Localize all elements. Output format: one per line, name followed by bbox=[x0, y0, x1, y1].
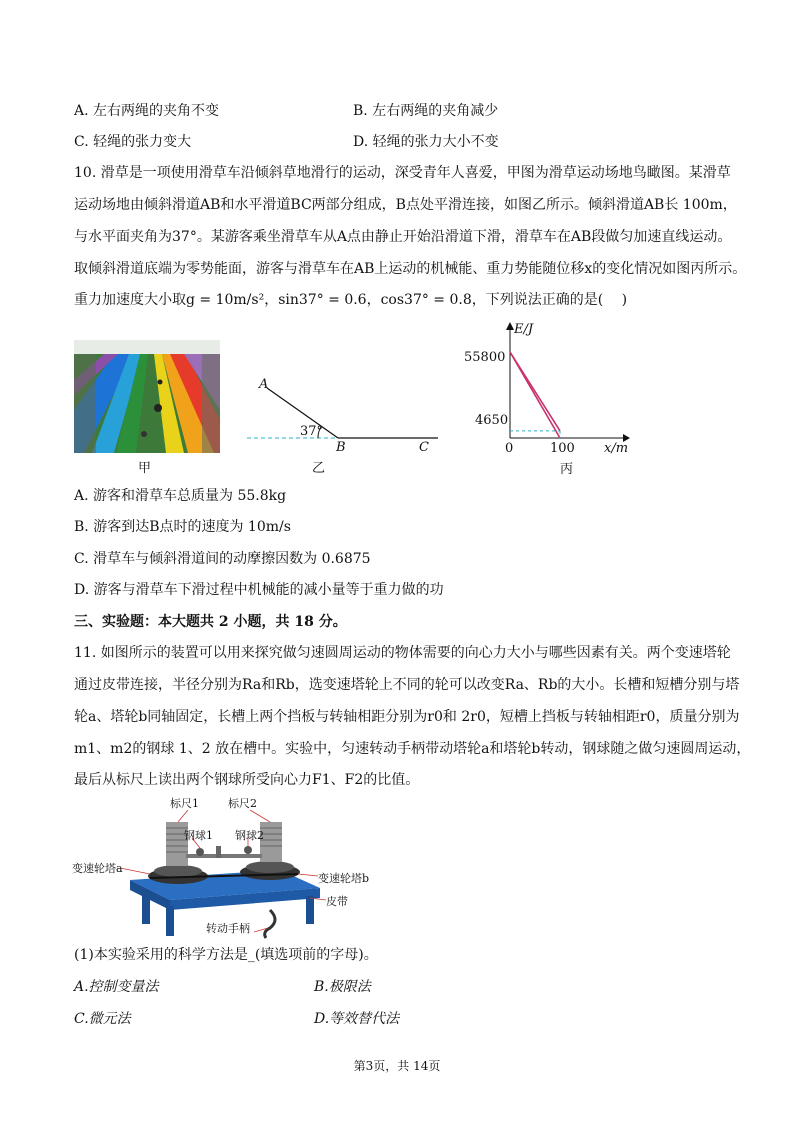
q11-option-b: B.极限法 bbox=[314, 979, 371, 995]
table-leg bbox=[306, 896, 314, 924]
steel-ball-1 bbox=[196, 848, 204, 856]
label-ball-2: 钢球2 bbox=[235, 829, 264, 842]
q9-option-d: D. 轻绳的张力大小不变 bbox=[353, 134, 499, 150]
label-ruler-2: 标尺2 bbox=[228, 797, 257, 810]
graph-x-tick-100: 100 bbox=[550, 441, 575, 456]
q11-line-3: 轮a、塔轮b同轴固定，长槽上两个挡板与转轴相距分别为r0和 2r0，短槽上挡板与转轴相距r0，质量分别为 bbox=[74, 709, 740, 725]
graph-origin-label: 0 bbox=[505, 441, 514, 456]
q11-option-c: C.微元法 bbox=[74, 1011, 131, 1027]
crank-handle bbox=[265, 910, 275, 938]
q10-option-d: D. 游客与滑草车下滑过程中机械能的减小量等于重力做的功 bbox=[74, 582, 444, 598]
point-b-label: B bbox=[336, 440, 346, 455]
figure-jia-photo bbox=[74, 340, 220, 457]
figure-bing-caption: 丙 bbox=[560, 462, 574, 477]
figure-bing-graph bbox=[460, 320, 630, 480]
q9-option-a: A. 左右两绳的夹角不变 bbox=[74, 103, 220, 119]
series-line-2 bbox=[510, 352, 560, 438]
graph-y-tick-55800: 55800 bbox=[464, 350, 506, 365]
point-c-label: C bbox=[419, 440, 429, 455]
section-3-heading: 三、实验题：本大题共 2 小题，共 18 分。 bbox=[74, 614, 347, 630]
figure-yi-caption: 乙 bbox=[312, 461, 326, 476]
q10-option-a: A. 游客和滑草车总质量为 55.8kg bbox=[74, 488, 287, 504]
table-leg bbox=[166, 906, 174, 936]
q9-option-c: C. 轻绳的张力变大 bbox=[74, 134, 192, 150]
label-wheel-tower-a: 变速轮塔a bbox=[72, 862, 123, 875]
q10-option-c: C. 滑草车与倾斜滑道间的动摩擦因数为 0.6875 bbox=[74, 551, 371, 567]
q10-line-1: 10. 滑草是一项使用滑草车沿倾斜草地滑行的运动，深受青年人喜爱，甲图为滑草运动场地鸟瞰图。某滑草 bbox=[74, 165, 731, 181]
q11-subquestion-1: (1)本实验采用的科学方法是_(填选项前的字母)。 bbox=[74, 947, 378, 963]
y-axis-arrow bbox=[506, 322, 514, 330]
angle-label: 37° bbox=[300, 424, 324, 439]
label-ball-1: 钢球1 bbox=[184, 829, 213, 842]
q11-option-a: A.控制变量法 bbox=[74, 979, 159, 995]
q10-line-5: 重力加速度大小取g = 10m/s²，sin37° = 0.6，cos37° = 0.8，下列说法正确的是( ) bbox=[74, 292, 628, 308]
q10-line-4: 取倾斜滑道底端为零势能面，游客与滑草车在AB上运动的机械能、重力势能随位移x的变化情况如图丙所示。 bbox=[74, 261, 747, 277]
q11-line-1: 11. 如图所示的装置可以用来探究做匀速圆周运动的物体需要的向心力大小与哪些因素有关。两个变速塔轮 bbox=[74, 645, 731, 661]
table-leg bbox=[142, 892, 150, 924]
q10-line-2: 运动场地由倾斜滑道AB和水平滑道BC两部分组成，B点处平滑连接，如图乙所示。倾斜滑道AB长 100m， bbox=[74, 197, 737, 213]
q11-line-2: 通过皮带连接，半径分别为Ra和Rb，选变速塔轮上不同的轮可以改变Ra、Rb的大小。长槽和短槽分别与塔 bbox=[74, 677, 740, 693]
graph-ylabel: E/J bbox=[514, 322, 534, 337]
label-crank-handle: 转动手柄 bbox=[206, 922, 250, 935]
page-footer: 第3页，共 14页 bbox=[353, 1059, 441, 1073]
label-ruler-1: 标尺1 bbox=[170, 797, 199, 810]
label-wheel-tower-b: 变速轮塔b bbox=[318, 872, 370, 885]
graph-xlabel: x/m bbox=[604, 441, 629, 456]
q10-option-b: B. 游客到达B点时的速度为 10m/s bbox=[74, 519, 291, 535]
steel-ball-2 bbox=[244, 846, 252, 854]
figure-jia-caption: 甲 bbox=[138, 461, 152, 476]
q11-line-4: m1、m2的钢球 1、2 放在槽中。实验中，匀速转动手柄带动塔轮a和塔轮b转动，钢球随之做匀速圆周运动， bbox=[74, 741, 751, 757]
q11-line-5: 最后从标尺上读出两个钢球所受向心力F1、F2的比值。 bbox=[74, 772, 420, 788]
point-a-label: A bbox=[259, 377, 269, 392]
q11-option-d: D.等效替代法 bbox=[314, 1011, 400, 1027]
q10-line-3: 与水平面夹角为37°。某游客乘坐滑草车从A点由静止开始沿滑道下滑，滑草车在AB段做匀加速直线运动。 bbox=[74, 229, 732, 245]
label-belt: 皮带 bbox=[326, 895, 348, 908]
graph-y-tick-4650: 4650 bbox=[475, 413, 509, 428]
q9-option-b: B. 左右两绳的夹角减少 bbox=[353, 103, 499, 119]
